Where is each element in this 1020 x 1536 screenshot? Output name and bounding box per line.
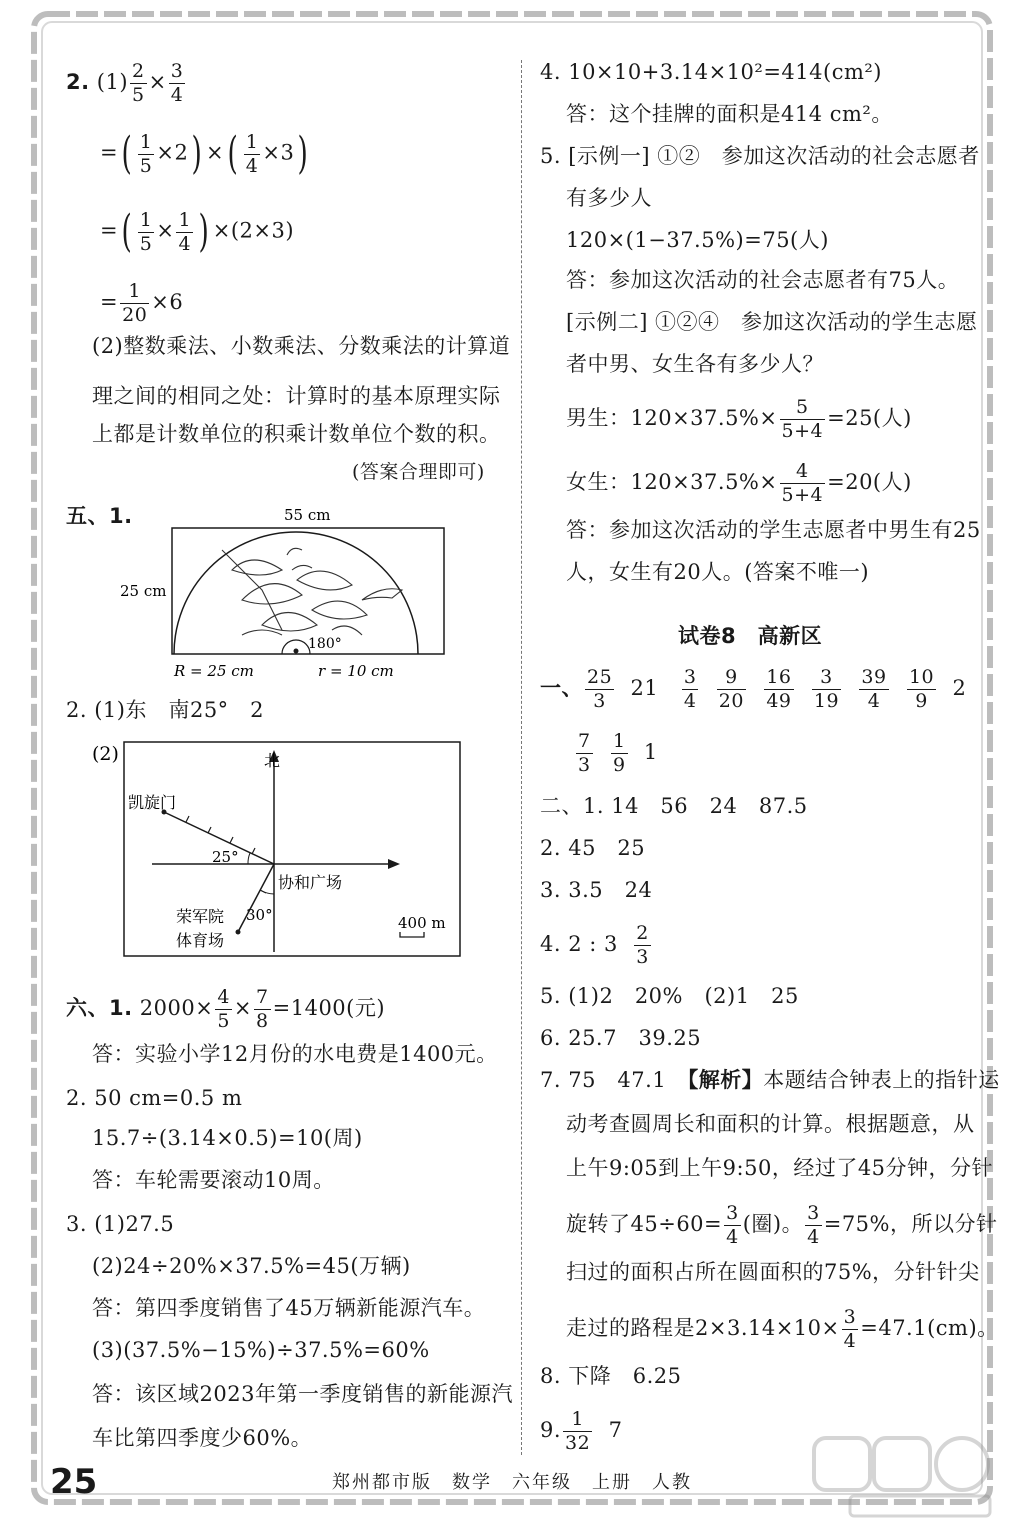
tiyuchang-label: 体育场 xyxy=(176,931,225,950)
left-q2-p2-line2: 上都是计数单位的积乘计数单位个数的积。 xyxy=(92,422,501,446)
watermark-logo xyxy=(810,1430,1000,1520)
semicircle-diagram xyxy=(112,500,452,686)
two-q7-line4: 旋转了45÷60= $\frac{3}{4}$ (圈)。 $\frac{3}{4}$ =75%，所以分针 xyxy=(566,1202,998,1248)
radius-r: r = 10 cm xyxy=(318,662,394,680)
dim-top: 55 cm xyxy=(284,506,331,524)
one-row2: $\frac{7}{3}$ $\frac{1}{9}$ 1 xyxy=(578,730,658,776)
two-q9: 9. $\frac{1}{32}$ 7 xyxy=(540,1408,623,1454)
two-line0: 二、1. 14 56 24 87.5 xyxy=(540,794,808,818)
exam-title: 试卷8 高新区 xyxy=(678,624,823,648)
kaixuanmen-label: 凯旋门 xyxy=(128,793,177,812)
answer-note: (答案合理即可) xyxy=(352,461,485,483)
angle-30: 30° xyxy=(246,906,273,924)
right-q5-line5: 者中男、女生各有多少人？ xyxy=(566,352,824,376)
north-label: 北 xyxy=(264,751,281,770)
xiehe-label: 协和广场 xyxy=(278,873,343,892)
right-q5-line2: 120×(1−37.5%)=75(人) xyxy=(566,228,829,252)
left-q5-2-line1: 2. (1)东 南25° 2 xyxy=(66,698,265,722)
two-q7-line3: 上午9:05到上午9:50，经过了45分钟，分针 xyxy=(566,1156,994,1180)
right-q5-ans-line0: 答：参加这次活动的学生志愿者中男生有25 xyxy=(566,518,981,542)
six-q3-line0: 3. (1)27.5 xyxy=(66,1212,175,1236)
left-q2-line2: =( $\frac{1}{5}$ × $\frac{1}{4}$ ) ×(2×3) xyxy=(100,206,295,257)
six-q3-line4: 答：该区域2023年第一季度销售的新能源汽 xyxy=(92,1382,513,1406)
male-expr: 男生：120×37.5%× $\frac{5}{5+4}$ =25(人) xyxy=(566,396,912,442)
page-number: 25 xyxy=(50,1462,98,1502)
rongjunyuan-label: 荣军院 xyxy=(176,907,225,926)
map-diagram xyxy=(88,736,468,960)
six-q3-line3: (3)(37.5%−15%)÷37.5%=60% xyxy=(92,1338,430,1362)
right-q4-answer: 答：这个挂牌的面积是414 cm²。 xyxy=(566,102,893,126)
dim-left: 25 cm xyxy=(120,582,167,600)
p2-label: (2) xyxy=(92,743,119,765)
left-q2-line0: 2. (1) $\frac{2}{5}$ × $\frac{3}{4}$ xyxy=(66,60,184,106)
column-divider xyxy=(521,60,522,1455)
two-q7-line5: 扫过的面积占所在圆面积的75%，分针针尖 xyxy=(566,1260,980,1284)
angle-25: 25° xyxy=(212,848,239,866)
six-q2-line1: 15.7÷(3.14×0.5)=10(周) xyxy=(92,1126,363,1150)
footer-text: 郑州都市版 数学 六年级 上册 人教 xyxy=(332,1472,692,1493)
one-row1: 一、 $\frac{25}{3}$ 21 $\frac{3}{4}$ $\frac{9}{20}$ $\frac{16}{49}$ $\frac{3}{19}$ $\frac{39}{4}$ $\frac{10}{9}$ 2 xyxy=(540,666,967,712)
left-q2-line3: = $\frac{1}{20}$ ×6 xyxy=(100,280,184,326)
female-expr: 女生：120×37.5%× $\frac{4}{5+4}$ =20(人) xyxy=(566,460,912,506)
two-q7-line2: 动考查圆周长和面积的计算。根据题意，从 xyxy=(566,1112,975,1136)
six-q1-expr: 六、1. 2000× $\frac{4}{5}$ × $\frac{7}{8}$ =1400(元) xyxy=(66,986,386,1032)
two-q4: 4. 2 : 3 $\frac{2}{3}$ xyxy=(540,922,649,968)
two-line1: 2. 45 25 xyxy=(540,836,646,860)
six-q3-line5: 车比第四季度少60%。 xyxy=(92,1426,313,1450)
six-q2-line0: 2. 50 cm=0.5 m xyxy=(66,1086,243,1110)
right-q5-ans-line1: 人，女生有20人。(答案不唯一) xyxy=(566,560,870,584)
right-q5-line4: [示例二] ①②④ 参加这次活动的学生志愿 xyxy=(566,310,978,334)
six-q3-line2: 答：第四季度销售了45万辆新能源汽车。 xyxy=(92,1296,486,1320)
right-q4-line1: 4. 10×10+3.14×10²=414(cm²) xyxy=(540,60,882,84)
right-q5-line3: 答：参加这次活动的社会志愿者有75人。 xyxy=(566,268,960,292)
six-q3-line1: (2)24÷20%×37.5%=45(万辆) xyxy=(92,1254,411,1278)
two-q6: 6. 25.7 39.25 xyxy=(540,1026,702,1050)
left-q2-line1: =( $\frac{1}{5}$ ×2) ×( $\frac{1}{4}$ ×3) xyxy=(100,128,309,179)
two-q5: 5. (1)2 20% (2)1 25 xyxy=(540,984,799,1008)
two-q7-line1: 7. 75 47.1 【解析】本题结合钟表上的指针运 xyxy=(540,1068,1000,1092)
left-q2-p2-line0: (2)整数乘法、小数乘法、分数乘法的计算道 xyxy=(92,334,511,358)
section-five-label: 五、1. xyxy=(66,504,133,528)
two-q8: 8. 下降 6.25 xyxy=(540,1364,682,1388)
left-q2-p2-line1: 理之间的相同之处：计算时的基本原理实际 xyxy=(92,384,501,408)
six-q1-answer: 答：实验小学12月份的水电费是1400元。 xyxy=(92,1042,498,1066)
scale-label: 400 m xyxy=(398,914,446,932)
two-line2: 3. 3.5 24 xyxy=(540,878,653,902)
two-q7-line6: 走过的路程是2×3.14×10× $\frac{3}{4}$ =47.1(cm)。 xyxy=(566,1306,999,1352)
right-q5-line0: 5. [示例一] ①② 参加这次活动的社会志愿者 xyxy=(540,144,980,168)
right-q5-line1: 有多少人 xyxy=(566,186,652,210)
angle-180: 180° xyxy=(308,636,342,652)
six-q2-line2: 答：车轮需要滚动10周。 xyxy=(92,1168,335,1192)
radius-R: R = 25 cm xyxy=(174,662,254,680)
